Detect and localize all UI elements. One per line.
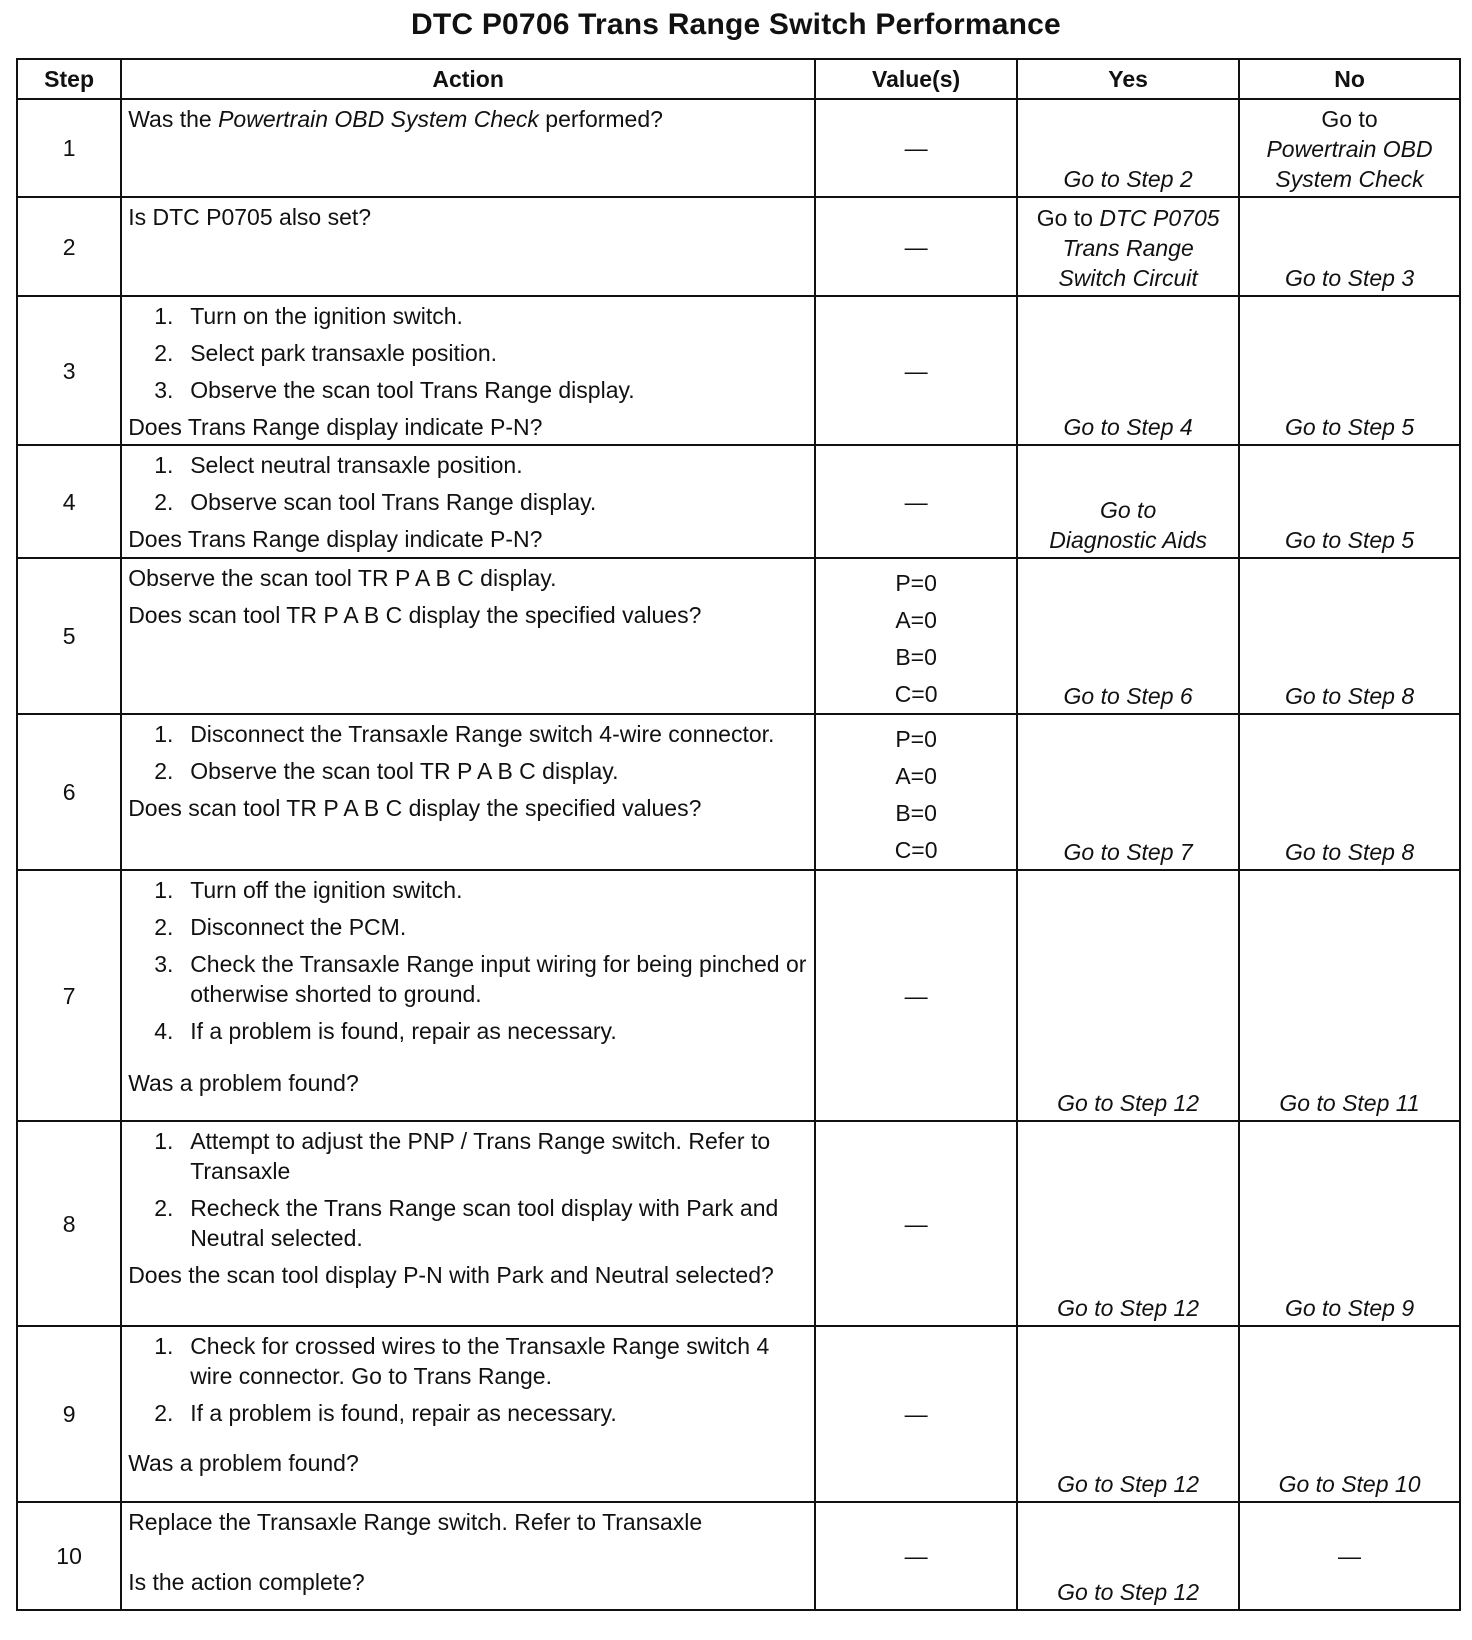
table-row	[17, 445, 1460, 558]
action-cell	[121, 99, 815, 197]
action-cell	[121, 296, 815, 445]
action-cell	[121, 1326, 815, 1502]
page-title: DTC P0706 Trans Range Switch Performance	[411, 8, 1061, 41]
instruction-text: Observe the scan tool TR P A B C display.	[128, 565, 557, 591]
value-cell: —	[815, 1326, 1017, 1502]
yes-cell: Go to Step 2	[1017, 99, 1239, 197]
yes-cell: Go to Step 7	[1017, 714, 1239, 870]
no-cell: Go to Step 8	[1239, 558, 1460, 714]
step-number: 6	[17, 714, 121, 870]
value-p: P=0	[895, 570, 937, 596]
yes-cell: Go to DTC P0705 Trans Range Switch Circuit	[1017, 197, 1239, 296]
list-item: 1. Turn on the ignition switch.	[154, 303, 463, 329]
value-cell	[815, 558, 1017, 714]
list-item: 2. Observe scan tool Trans Range display.	[154, 489, 597, 515]
yes-cell: Go to Step 12	[1017, 870, 1239, 1121]
value-b: B=0	[895, 644, 937, 670]
list-item: 1. Attempt to adjust the PNP / Trans Range switch. Refer to Transaxle	[154, 1128, 771, 1184]
step-number: 8	[17, 1121, 121, 1326]
value-cell	[815, 714, 1017, 870]
value-cell: —	[815, 99, 1017, 197]
action-list	[128, 450, 808, 517]
yes-cell: Go to Step 4	[1017, 296, 1239, 445]
list-item: 3. Observe the scan tool Trans Range display.	[154, 377, 635, 403]
list-item: 2. If a problem is found, repair as necessary.	[154, 1400, 617, 1426]
no-cell: —	[1239, 1502, 1460, 1610]
step-number: 2	[17, 197, 121, 296]
value-p: P=0	[895, 726, 937, 752]
header-yes: Yes	[1017, 59, 1239, 99]
table-row	[17, 1121, 1460, 1326]
question-text: Was the Powertrain OBD System Check performed?	[128, 106, 663, 132]
value-cell: —	[815, 1121, 1017, 1326]
table-row	[17, 1326, 1460, 1502]
diagnostic-table	[16, 58, 1461, 1611]
value-a: A=0	[895, 607, 937, 633]
yes-cell: Go to Step 12	[1017, 1326, 1239, 1502]
header-values: Value(s)	[815, 59, 1017, 99]
table-row	[17, 296, 1460, 445]
table-header-row	[17, 59, 1460, 99]
table-row	[17, 714, 1460, 870]
table-row	[17, 870, 1460, 1121]
action-list	[128, 1331, 808, 1428]
list-item: 1. Select neutral transaxle position.	[154, 452, 523, 478]
instruction-text: Replace the Transaxle Range switch. Refer to Transaxle	[128, 1509, 703, 1535]
list-item: 4. If a problem is found, repair as necessary.	[154, 1018, 617, 1044]
yes-cell: Go to Step 6	[1017, 558, 1239, 714]
no-cell: Go to Step 9	[1239, 1121, 1460, 1326]
action-cell	[121, 558, 815, 714]
no-cell: Go to Step 8	[1239, 714, 1460, 870]
list-item: 3. Check the Transaxle Range input wiring for being pinched or otherwise shorted to ground.	[154, 951, 807, 1007]
value-c: C=0	[894, 837, 938, 863]
list-item: 2. Select park transaxle position.	[154, 340, 498, 366]
step-number: 1	[17, 99, 121, 197]
action-cell	[121, 1502, 815, 1610]
no-cell: Go to Step 5	[1239, 445, 1460, 558]
value-b: B=0	[895, 800, 937, 826]
table-row	[17, 558, 1460, 714]
table-row	[17, 99, 1460, 197]
step-number: 7	[17, 870, 121, 1121]
value-cell: —	[815, 870, 1017, 1121]
list-item: 1. Check for crossed wires to the Transaxle Range switch 4 wire connector. Go to Trans Range.	[154, 1333, 770, 1389]
question-text: Was a problem found?	[128, 1070, 359, 1096]
header-no: No	[1239, 59, 1460, 99]
yes-cell: Go to Diagnostic Aids	[1017, 445, 1239, 558]
value-cell: —	[815, 1502, 1017, 1610]
value-cell: —	[815, 197, 1017, 296]
step-number: 5	[17, 558, 121, 714]
value-c: C=0	[894, 681, 938, 707]
action-cell	[121, 714, 815, 870]
question-text: Does Trans Range display indicate P-N?	[128, 526, 543, 552]
action-list	[128, 301, 808, 405]
question-text: Was a problem found?	[128, 1450, 359, 1476]
question-text: Is DTC P0705 also set?	[128, 204, 372, 230]
yes-cell: Go to Step 12	[1017, 1121, 1239, 1326]
action-list	[128, 719, 808, 786]
question-text: Does the scan tool display P-N with Park and Neutral selected?	[128, 1262, 774, 1288]
value-a: A=0	[895, 763, 937, 789]
value-cell: —	[815, 296, 1017, 445]
header-action: Action	[121, 59, 815, 99]
header-step: Step	[17, 59, 121, 99]
no-cell: Go to Step 11	[1239, 870, 1460, 1121]
no-cell: Go to Powertrain OBD System Check	[1239, 99, 1460, 197]
question-emphasis: Powertrain OBD System Check	[218, 106, 539, 132]
action-cell	[121, 1121, 815, 1326]
question-text: Does scan tool TR P A B C display the specified values?	[128, 602, 702, 628]
action-cell	[121, 445, 815, 558]
list-item: 2. Recheck the Trans Range scan tool display with Park and Neutral selected.	[154, 1195, 779, 1251]
no-cell: Go to Step 3	[1239, 197, 1460, 296]
question-text: Does Trans Range display indicate P-N?	[128, 414, 543, 440]
question-text: Is the action complete?	[128, 1569, 365, 1595]
no-cell: Go to Step 5	[1239, 296, 1460, 445]
action-list	[128, 875, 808, 1046]
step-number: 4	[17, 445, 121, 558]
table-row	[17, 1502, 1460, 1610]
question-text: Does scan tool TR P A B C display the specified values?	[128, 795, 702, 821]
list-item: 1. Turn off the ignition switch.	[154, 877, 463, 903]
step-number: 3	[17, 296, 121, 445]
table-row	[17, 197, 1460, 296]
step-number: 9	[17, 1326, 121, 1502]
action-list	[128, 1126, 808, 1253]
value-cell: —	[815, 445, 1017, 558]
no-cell: Go to Step 10	[1239, 1326, 1460, 1502]
yes-cell: Go to Step 12	[1017, 1502, 1239, 1610]
list-item: 1. Disconnect the Transaxle Range switch 4-wire connector.	[154, 721, 775, 747]
list-item: 2. Disconnect the PCM.	[154, 914, 407, 940]
step-number: 10	[17, 1502, 121, 1610]
action-cell	[121, 197, 815, 296]
list-item: 2. Observe the scan tool TR P A B C display.	[154, 758, 619, 784]
action-cell	[121, 870, 815, 1121]
